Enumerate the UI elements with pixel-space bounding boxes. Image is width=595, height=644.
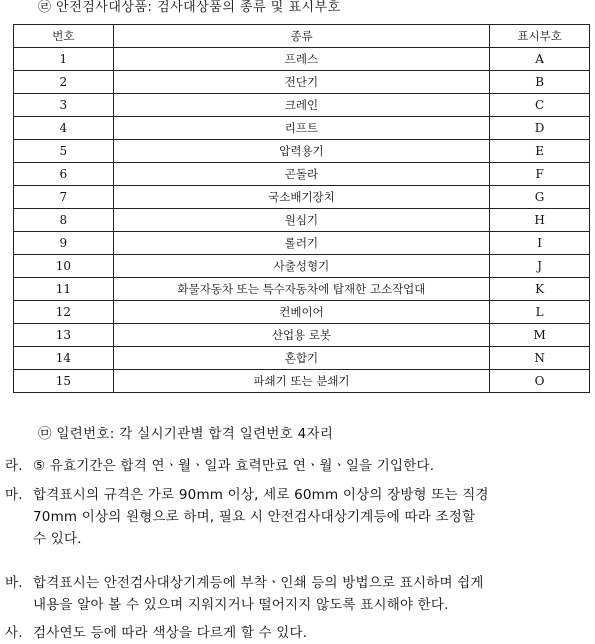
paragraph-line: 내용을 알아 볼 수 있으며 지워지거나 떨어지지 않도록 표시해야 한다. [33, 597, 449, 613]
row-type-cell: 프레스 [113, 48, 490, 71]
row-type-cell: 리프트 [113, 117, 490, 140]
row-mark-cell: J [490, 255, 590, 278]
table-row [14, 117, 590, 140]
row-number-cell: 14 [14, 347, 114, 370]
row-mark-cell: L [490, 301, 590, 324]
paragraph-line: 수 있다. [33, 531, 82, 547]
table-row [14, 232, 590, 255]
row-type-cell: 원심기 [113, 209, 490, 232]
row-mark-cell: O [490, 370, 590, 393]
row-type-cell: 전단기 [113, 71, 490, 94]
paragraph-ma [5, 484, 590, 550]
row-mark-cell: G [490, 186, 590, 209]
row-number-cell: 4 [14, 117, 114, 140]
table-row [14, 186, 590, 209]
table-row [14, 71, 590, 94]
serial-number-heading: ㉤ 일련번호: 각 실시기관별 합격 일련번호 4자리 [38, 426, 334, 442]
row-number-cell: 2 [14, 71, 114, 94]
inspection-items-table [13, 24, 590, 393]
row-number-cell: 12 [14, 301, 114, 324]
paragraph-ra [5, 455, 590, 477]
column-header-mark: 표시부호 [490, 25, 590, 48]
row-number-cell: 10 [14, 255, 114, 278]
table-row [14, 278, 590, 301]
paragraph-ba [5, 572, 590, 616]
row-mark-cell: H [490, 209, 590, 232]
table-row [14, 255, 590, 278]
row-number-cell: 15 [14, 370, 114, 393]
row-mark-cell: I [490, 232, 590, 255]
table-body [14, 48, 590, 393]
row-mark-cell: M [490, 324, 590, 347]
table-header-row [14, 25, 590, 48]
row-type-cell: 혼합기 [113, 347, 490, 370]
row-number-cell: 8 [14, 209, 114, 232]
column-header-type: 종류 [113, 25, 490, 48]
table-row [14, 48, 590, 71]
row-type-cell: 롤러기 [113, 232, 490, 255]
paragraph-sa [5, 622, 590, 644]
paragraph-marker: 라. [5, 458, 23, 474]
row-type-cell: 파쇄기 또는 분쇄기 [113, 370, 490, 393]
row-number-cell: 9 [14, 232, 114, 255]
row-mark-cell: F [490, 163, 590, 186]
row-type-cell: 컨베이어 [113, 301, 490, 324]
row-type-cell: 사출성형기 [113, 255, 490, 278]
row-number-cell: 7 [14, 186, 114, 209]
paragraph-line: 70mm 이상의 원형으로 하며, 필요 시 안전검사대상기계등에 따라 조정할 [33, 509, 476, 525]
row-number-cell: 6 [14, 163, 114, 186]
row-mark-cell: E [490, 140, 590, 163]
paragraph-line: ⑤ 유효기간은 합격 연ㆍ월ㆍ일과 효력만료 연ㆍ월ㆍ일을 기입한다. [33, 458, 435, 474]
row-number-cell: 11 [14, 278, 114, 301]
paragraph-marker: 바. [5, 575, 23, 591]
row-mark-cell: C [490, 94, 590, 117]
table-row [14, 163, 590, 186]
table-row [14, 94, 590, 117]
paragraph-marker: 마. [5, 487, 23, 503]
table-row [14, 370, 590, 393]
row-type-cell: 크레인 [113, 94, 490, 117]
row-mark-cell: K [490, 278, 590, 301]
section-heading: ㉣ 안전검사대상품: 검사대상품의 종류 및 표시부호 [38, 0, 341, 15]
row-mark-cell: N [490, 347, 590, 370]
paragraph-line: 합격표시의 규격은 가로 90mm 이상, 세로 60mm 이상의 장방형 또는 직경 [33, 487, 489, 503]
row-type-cell: 압력용기 [113, 140, 490, 163]
table-row [14, 324, 590, 347]
column-header-number: 번호 [14, 25, 114, 48]
row-number-cell: 3 [14, 94, 114, 117]
paragraph-marker: 사. [5, 625, 23, 641]
row-mark-cell: B [490, 71, 590, 94]
table-row [14, 347, 590, 370]
row-type-cell: 화물자동차 또는 특수자동차에 탑재한 고소작업대 [113, 278, 490, 301]
table-row [14, 209, 590, 232]
row-mark-cell: D [490, 117, 590, 140]
table-row [14, 140, 590, 163]
row-type-cell: 곤돌라 [113, 163, 490, 186]
row-mark-cell: A [490, 48, 590, 71]
paragraph-line: 합격표시는 안전검사대상기계등에 부착ㆍ인쇄 등의 방법으로 표시하며 쉽게 [33, 575, 484, 591]
paragraph-line: 검사연도 등에 따라 색상을 다르게 할 수 있다. [33, 625, 308, 641]
row-number-cell: 1 [14, 48, 114, 71]
row-number-cell: 5 [14, 140, 114, 163]
row-number-cell: 13 [14, 324, 114, 347]
row-type-cell: 산업용 로봇 [113, 324, 490, 347]
row-type-cell: 국소배기장치 [113, 186, 490, 209]
table-row [14, 301, 590, 324]
